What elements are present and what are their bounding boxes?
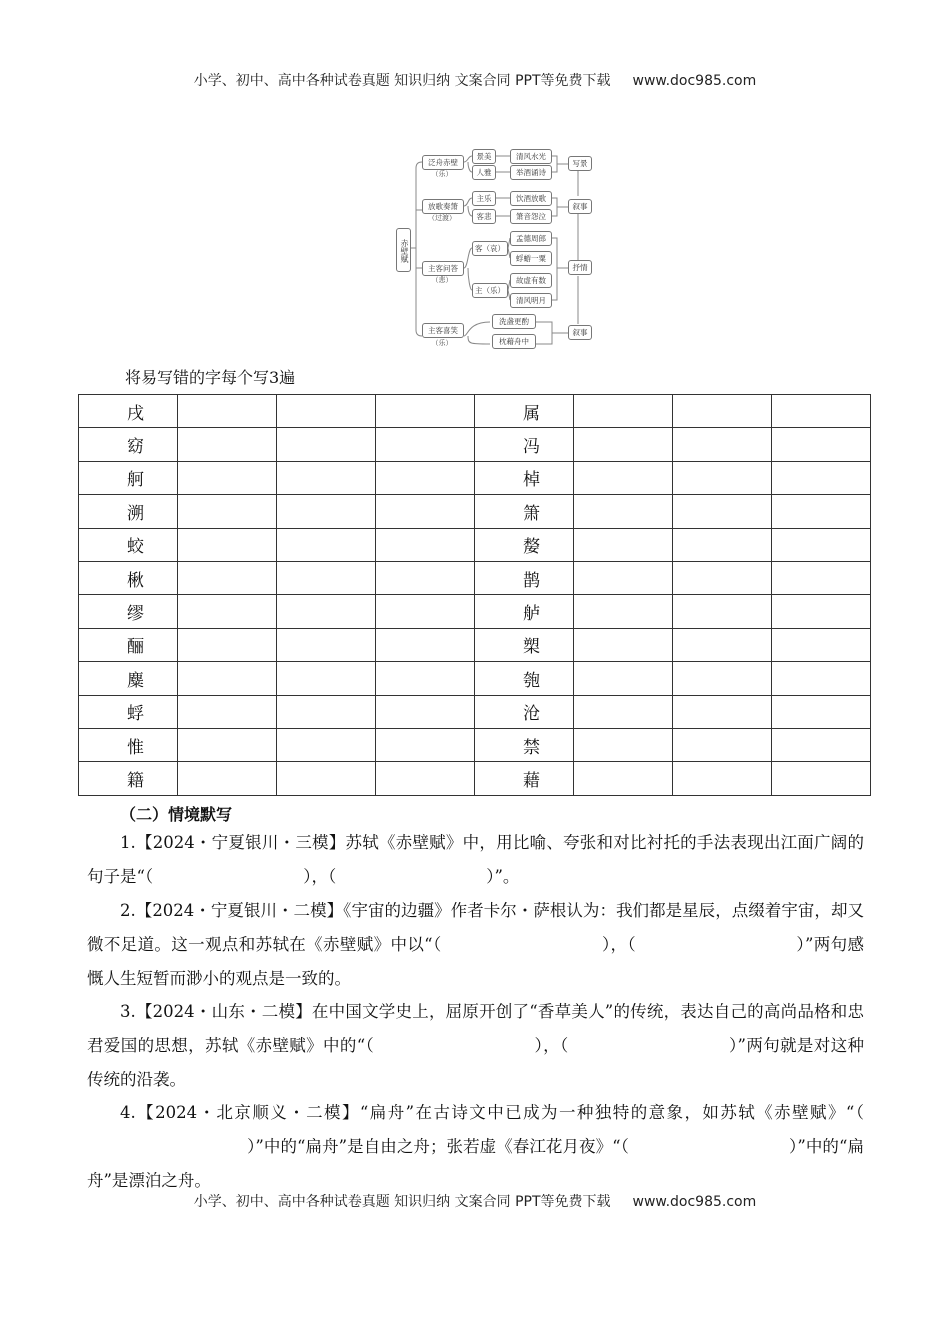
writing-cell[interactable] <box>574 662 673 695</box>
branch-detail: 故虚有数 <box>510 273 552 288</box>
question-text: 3.【2024・山东・二模】在中国文学史上，屈原开创了“香草美人”的传统，表达自己的高尚品格和忠君爱国的思想，苏轼《赤壁赋》中的“（ <box>87 1002 864 1055</box>
practice-table <box>78 394 871 796</box>
question-text: ）”中的“扁舟”是漂泊之舟。 <box>87 1137 864 1190</box>
practice-char: 溯 <box>79 495 178 528</box>
table-row <box>79 428 871 461</box>
writing-cell[interactable] <box>574 595 673 628</box>
writing-cell[interactable] <box>772 695 871 728</box>
writing-cell[interactable] <box>772 428 871 461</box>
writing-cell[interactable] <box>673 495 772 528</box>
writing-cell[interactable] <box>178 695 277 728</box>
mind-map-root: 赤壁赋 <box>396 228 411 272</box>
branch-mode: 叙事 <box>568 325 592 340</box>
writing-cell[interactable] <box>277 561 376 594</box>
writing-cell[interactable] <box>178 428 277 461</box>
writing-cell[interactable] <box>277 528 376 561</box>
table-row <box>79 595 871 628</box>
table-row <box>79 395 871 428</box>
header-url[interactable]: www.doc985.com <box>632 73 757 89</box>
table-row <box>79 695 871 728</box>
practice-char: 箫 <box>475 495 574 528</box>
writing-cell[interactable] <box>772 762 871 795</box>
practice-char: 嫠 <box>475 528 574 561</box>
branch-mode: 叙事 <box>568 199 592 214</box>
table-row <box>79 728 871 761</box>
writing-cell[interactable] <box>574 395 673 428</box>
writing-cell[interactable] <box>574 528 673 561</box>
writing-cell[interactable] <box>178 495 277 528</box>
practice-char: 惟 <box>79 728 178 761</box>
branch-detail: 清风水光 <box>510 149 552 164</box>
writing-cell[interactable] <box>376 662 475 695</box>
question-text: 2.【2024・宁夏银川・二模】《宇宙的边疆》作者卡尔・萨根认为：我们都是星辰，点缀着宇宙，却又微不足道。这一观点和苏轼在《赤壁赋》中以“（ <box>87 901 864 954</box>
writing-cell[interactable] <box>673 395 772 428</box>
writing-cell[interactable] <box>277 461 376 494</box>
writing-cell[interactable] <box>277 428 376 461</box>
table-row <box>79 762 871 795</box>
writing-cell[interactable] <box>376 728 475 761</box>
practice-char: 蜉 <box>79 695 178 728</box>
practice-char: 属 <box>475 395 574 428</box>
writing-cell[interactable] <box>178 461 277 494</box>
branch-detail: 举酒诵诗 <box>510 165 552 180</box>
writing-cell[interactable] <box>277 595 376 628</box>
writing-cell[interactable] <box>772 628 871 661</box>
question-text: 1.【2024・宁夏银川・三模】苏轼《赤壁赋》中，用比喻、夸张和对比衬托的手法表现出江面广阔的句子是“（ <box>87 833 864 886</box>
writing-cell[interactable] <box>178 762 277 795</box>
question-text: ）”中的“扁舟”是自由之舟；张若虚《春江花月夜》“（ <box>247 1137 629 1156</box>
writing-cell[interactable] <box>772 728 871 761</box>
table-row <box>79 495 871 528</box>
practice-char: 沧 <box>475 695 574 728</box>
branch-node: 景美 <box>472 149 496 164</box>
practice-char: 戌 <box>79 395 178 428</box>
footer-text: 小学、初中、高中各种试卷真题 知识归纳 文案合同 PPT等免费下载 <box>193 1194 611 1210</box>
branch-title: 放歌奏箫 <box>422 199 464 214</box>
writing-cell[interactable] <box>574 428 673 461</box>
header-text: 小学、初中、高中各种试卷真题 知识归纳 文案合同 PPT等免费下载 <box>193 73 611 89</box>
question-1 <box>87 826 864 894</box>
branch-detail: 饮酒放歌 <box>510 191 552 206</box>
table-row <box>79 561 871 594</box>
writing-cell[interactable] <box>376 495 475 528</box>
writing-cell[interactable] <box>673 728 772 761</box>
writing-cell[interactable] <box>574 762 673 795</box>
practice-char: 舸 <box>79 461 178 494</box>
practice-char: 棹 <box>475 461 574 494</box>
branch-node: 主（乐） <box>472 283 508 298</box>
writing-cell[interactable] <box>277 695 376 728</box>
practice-char: 藉 <box>475 762 574 795</box>
footer-url[interactable]: www.doc985.com <box>632 1194 757 1210</box>
question-text: ），（ <box>601 935 637 954</box>
writing-cell[interactable] <box>673 461 772 494</box>
writing-cell[interactable] <box>673 762 772 795</box>
writing-cell[interactable] <box>376 561 475 594</box>
branch-title: 泛舟赤壁 <box>422 155 464 170</box>
practice-char: 冯 <box>475 428 574 461</box>
question-text: ），（ <box>303 867 337 886</box>
instruction-text: 将易写错的字每个写3遍 <box>125 368 296 387</box>
branch-mode: 写景 <box>568 156 592 171</box>
writing-cell[interactable] <box>178 595 277 628</box>
branch-detail: 箫音怨泣 <box>510 209 552 224</box>
practice-char: 鹊 <box>475 561 574 594</box>
branch-title: 主客喜笑 <box>422 323 464 338</box>
writing-cell[interactable] <box>772 595 871 628</box>
branch-detail: 枕藉舟中 <box>492 334 536 349</box>
practice-char: 匏 <box>475 662 574 695</box>
writing-cell[interactable] <box>772 461 871 494</box>
question-text: ）”。 <box>486 867 520 886</box>
writing-cell[interactable] <box>772 662 871 695</box>
writing-cell[interactable] <box>178 528 277 561</box>
writing-cell[interactable] <box>772 495 871 528</box>
practice-char: 缪 <box>79 595 178 628</box>
writing-cell[interactable] <box>673 428 772 461</box>
practice-char: 舻 <box>475 595 574 628</box>
branch-sub: （悲） <box>431 276 453 284</box>
writing-cell[interactable] <box>673 528 772 561</box>
branch-detail: 蜉蝣一粟 <box>510 251 552 266</box>
writing-cell[interactable] <box>772 561 871 594</box>
writing-cell[interactable] <box>376 528 475 561</box>
branch-title: 主客问答 <box>422 261 464 276</box>
writing-cell[interactable] <box>772 395 871 428</box>
practice-char: 禁 <box>475 728 574 761</box>
writing-cell[interactable] <box>178 395 277 428</box>
writing-cell[interactable] <box>574 728 673 761</box>
table-row <box>79 628 871 661</box>
writing-cell[interactable] <box>277 662 376 695</box>
branch-node: 客（哀） <box>472 241 508 256</box>
practice-char: 麋 <box>79 662 178 695</box>
page-footer <box>0 1191 950 1211</box>
writing-cell[interactable] <box>574 695 673 728</box>
writing-cell[interactable] <box>376 628 475 661</box>
writing-cell[interactable] <box>277 395 376 428</box>
writing-cell[interactable] <box>178 628 277 661</box>
practice-char: 籍 <box>79 762 178 795</box>
question-text: ），（ <box>534 1036 569 1055</box>
writing-cell[interactable] <box>574 495 673 528</box>
writing-cell[interactable] <box>673 695 772 728</box>
practice-char: 酾 <box>79 628 178 661</box>
table-row <box>79 528 871 561</box>
writing-cell[interactable] <box>376 461 475 494</box>
writing-cell[interactable] <box>673 662 772 695</box>
writing-cell[interactable] <box>376 762 475 795</box>
branch-sub: （过渡） <box>428 214 456 222</box>
branch-node: 主乐 <box>472 191 496 206</box>
writing-cell[interactable] <box>277 628 376 661</box>
branch-sub: （乐） <box>431 339 453 347</box>
section-title: （二）情境默写 <box>120 805 233 824</box>
writing-cell[interactable] <box>277 762 376 795</box>
writing-cell[interactable] <box>178 561 277 594</box>
writing-cell[interactable] <box>772 528 871 561</box>
writing-cell[interactable] <box>178 728 277 761</box>
table-row <box>79 662 871 695</box>
practice-char: 槊 <box>475 628 574 661</box>
branch-sub: （乐） <box>431 170 453 178</box>
branch-node: 客悲 <box>472 209 496 224</box>
branch-node: 人雅 <box>472 165 496 180</box>
writing-cell[interactable] <box>673 595 772 628</box>
table-row <box>79 461 871 494</box>
writing-cell[interactable] <box>178 662 277 695</box>
question-2 <box>87 894 864 996</box>
practice-char: 楸 <box>79 561 178 594</box>
writing-cell[interactable] <box>376 595 475 628</box>
writing-cell[interactable] <box>277 495 376 528</box>
writing-cell[interactable] <box>277 728 376 761</box>
branch-detail: 洗盏更酌 <box>492 314 536 329</box>
practice-char: 窈 <box>79 428 178 461</box>
writing-cell[interactable] <box>574 561 673 594</box>
writing-cell[interactable] <box>673 561 772 594</box>
writing-cell[interactable] <box>376 428 475 461</box>
question-text: ）”两句感慨人生短暂而渺小的观点是一致的。 <box>87 935 865 988</box>
branch-detail: 清风明月 <box>510 293 552 308</box>
question-text: ）”两句就是对这种传统的沿袭。 <box>87 1036 865 1089</box>
question-3 <box>87 995 864 1097</box>
writing-cell[interactable] <box>673 628 772 661</box>
question-text: 4.【2024・北京顺义・二模】“扁舟”在古诗文中已成为一种独特的意象，如苏轼《赤壁赋》“（ <box>120 1103 864 1122</box>
page-header <box>0 70 950 90</box>
writing-cell[interactable] <box>376 695 475 728</box>
branch-detail: 孟德周郎 <box>510 231 552 246</box>
mind-map <box>392 148 602 354</box>
question-4 <box>87 1096 864 1198</box>
writing-cell[interactable] <box>376 395 475 428</box>
practice-char: 蛟 <box>79 528 178 561</box>
branch-mode: 抒情 <box>568 260 592 275</box>
writing-cell[interactable] <box>574 628 673 661</box>
writing-cell[interactable] <box>574 461 673 494</box>
